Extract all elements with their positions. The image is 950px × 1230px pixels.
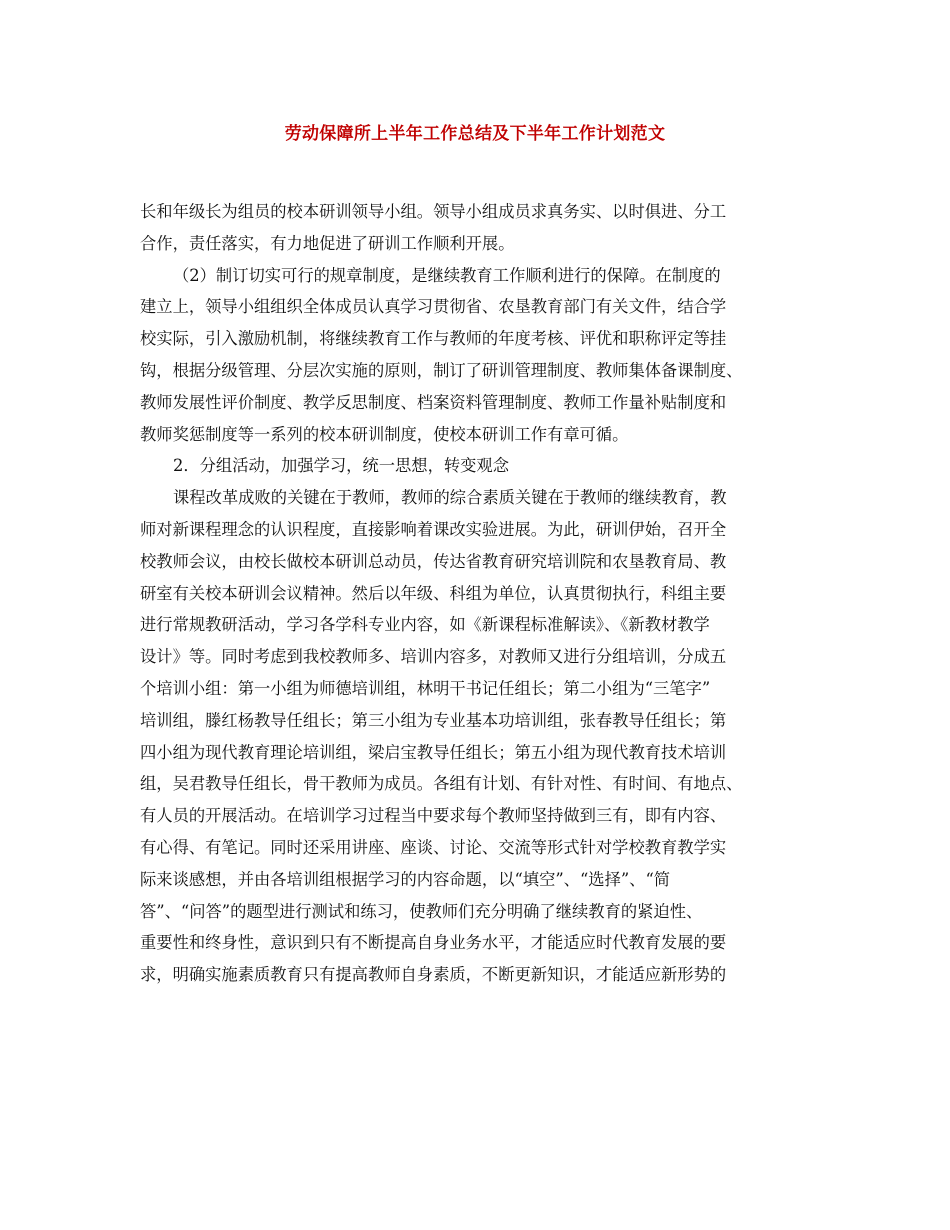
text-line: 进行常规教研活动，学习各学科专业内容，如《新课程标准解读》、《新教材教学 bbox=[140, 615, 710, 635]
text-line: 设计》等。同时考虑到我校教师多、培训内容多，对教师又进行分组培训，分成五 bbox=[140, 647, 727, 667]
text-line: 课程改革成败的关键在于教师，教师的综合素质关键在于教师的继续教育，教 bbox=[173, 488, 727, 508]
text-line: 有人员的开展活动。在培训学习过程当中要求每个教师坚持做到三有，即有内容、 bbox=[140, 806, 727, 826]
document-body bbox=[140, 196, 820, 991]
text-line: 校教师会议，由校长做校本研训总动员，传达省教育研究培训院和农垦教育局、教 bbox=[140, 551, 727, 571]
text-line: 际来谈感想，并由各培训组根据学习的内容命题，以“填空”、“选择”、“简 bbox=[140, 869, 671, 889]
text-line: 重要性和终身性，意识到只有不断提高自身业务水平，才能适应时代教育发展的要 bbox=[140, 933, 727, 953]
document-title: 劳动保障所上半年工作总结及下半年工作计划范文 bbox=[284, 124, 666, 144]
text-line: （2）制订切实可行的规章制度，是继续教育工作顺利进行的保障。在制度的 bbox=[173, 265, 721, 285]
text-line: 合作，责任落实，有力地促进了研训工作顺利开展。 bbox=[140, 233, 515, 253]
text-line: 长和年级长为组员的校本研训领导小组。领导小组成员求真务实、以时俱进、分工 bbox=[140, 202, 727, 221]
text-line: 校实际，引入激励机制，将继续教育工作与教师的年度考核、评优和职称评定等挂 bbox=[140, 329, 727, 349]
text-line: 2．分组活动，加强学习，统一思想，转变观念 bbox=[173, 456, 509, 476]
text-line: 师对新课程理念的认识程度，直接影响着课改实验进展。为此，研训伊始，召开全 bbox=[140, 519, 727, 539]
text-line: 研室有关校本研训会议精神。然后以年级、科组为单位，认真贯彻执行，科组主要 bbox=[140, 583, 727, 603]
text-line: 培训组，滕红杨教导任组长；第三小组为专业基本功培训组，张春教导任组长；第 bbox=[140, 710, 727, 730]
text-line: 个培训小组：第一小组为师德培训组，林明干书记任组长；第二小组为“三笔字” bbox=[140, 678, 711, 698]
text-line: 有心得、有笔记。同时还采用讲座、座谈、讨论、交流等形式针对学校教育教学实 bbox=[140, 837, 727, 857]
text-line: 钩，根据分级管理、分层次实施的原则，制订了研训管理制度、教师集体备课制度、 bbox=[140, 360, 743, 380]
text-line: 建立上，领导小组组织全体成员认真学习贯彻省、农垦教育部门有关文件，结合学 bbox=[140, 297, 727, 317]
text-line: 四小组为现代教育理论培训组，梁启宝教导任组长；第五小组为现代教育技术培训 bbox=[140, 742, 727, 762]
text-line: 教师奖惩制度等一系列的校本研训制度，使校本研训工作有章可循。 bbox=[140, 424, 629, 444]
text-line: 组，吴君教导任组长，骨干教师为成员。各组有计划、有针对性、有时间、有地点、 bbox=[140, 774, 743, 794]
text-line: 求，明确实施素质教育只有提高教师自身素质，不断更新知识，才能适应新形势的 bbox=[140, 965, 727, 985]
text-line: 答”、“问答”的题型进行测试和练习，使教师们充分明确了继续教育的紧迫性、 bbox=[140, 901, 703, 921]
text-line: 教师发展性评价制度、教学反思制度、档案资料管理制度、教师工作量补贴制度和 bbox=[140, 392, 727, 412]
